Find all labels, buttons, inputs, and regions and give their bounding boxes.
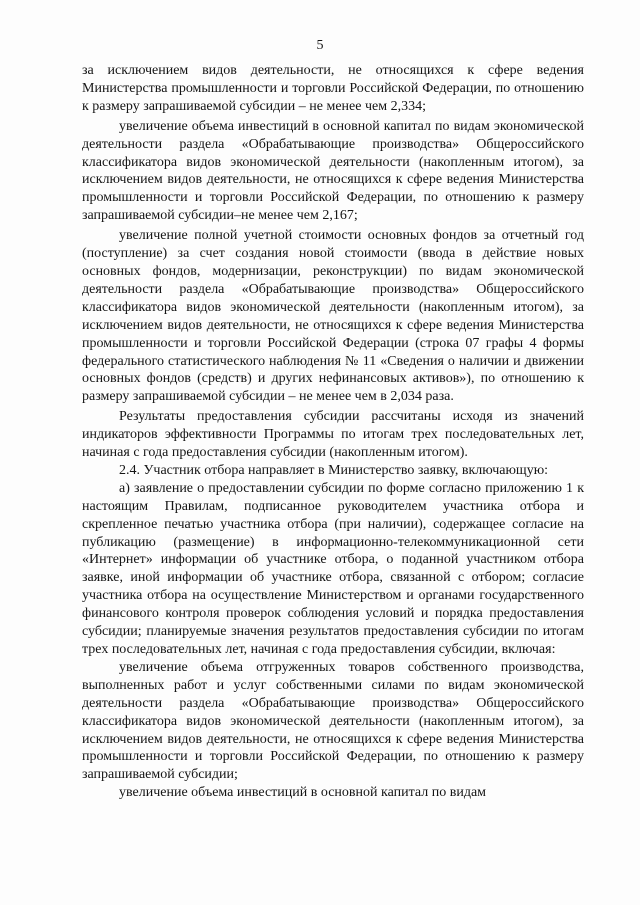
paragraph-3: увеличение полной учетной стоимости основных фондов за отчетный год (поступление) за счет создания новой стоимости (ввода в действие новых основных фондов, модернизации, реконструкции) по видам экономической деятельности раздела «Обрабатывающие производства» Общероссийского классификатора видов экономической деятельности (накопленным итогом), за исключением видов деятельности, не относящихся к сфере ведения Министерства промышленности и торговли Российской Федерации (строка 07 графы 4 формы федерального статистического наблюдения № 11 «Сведения о наличии и движении основных фондов (средств) и других нефинансовых активов»), по отношению к размеру запрашиваемой субсидии – не менее чем в 2,034 раза. (82, 228, 584, 405)
paragraph-6: а) заявление о предоставлении субсидии по форме согласно приложению 1 к настоящим Правилам, подписанное руководителем участника отбора и скрепленное печатью участника отбора (при наличии), содержащее согласие на публикацию (размещение) в информационно-телекоммуникационной сети «Интернет» информации об участнике отбора, о поданной участником отбора заявке, иной информации об участнике отбора, связанной с отбором; согласие участника отбора на осуществление Министерством и органами государственного финансового контроля проверок соблюдения условий и порядка предоставления субсидии; планируемые значения результатов предоставления субсидии по итогам трех последовательных лет, начиная с года предоставления субсидии, включая: (82, 480, 584, 657)
page-number: 5 (316, 38, 324, 53)
paragraph-2: увеличение объема инвестиций в основной капитал по видам экономической деятельности раздела «Обрабатывающие производства» Общероссийского классификатора видов экономической деятельности (накопленным итогом), за исключением видов деятельности, не относящихся к сфере ведения Министерства промышленности и торговли Российской Федерации, по отношению к размеру запрашиваемой субсидии–не менее чем 2,167; (82, 118, 584, 224)
paragraph-4: Результаты предоставления субсидии рассчитаны исходя из значений индикаторов эффективности Программы по итогам трех последовательных лет, начиная с года предоставления субсидии (накопленным итогом). (82, 409, 584, 461)
document-body (82, 62, 584, 802)
paragraph-1: за исключением видов деятельности, не относящихся к сфере ведения Министерства промышленности и торговли Российской Федерации, по отношению к размеру запрашиваемой субсидии – не менее чем 2,334; (82, 63, 584, 114)
paragraph-5: 2.4. Участник отбора направляет в Министерство заявку, включающую: (119, 462, 549, 478)
paragraph-8: увеличение объема инвестиций в основной капитал по видам (119, 785, 487, 801)
paragraph-7: увеличение объема отгруженных товаров собственного производства, выполненных работ и услуг собственными силами по видам экономической деятельности раздела «Обрабатывающие производства» Общероссийского классификатора видов экономической деятельности (накопленным итогом), за исключением видов деятельности, не относящихся к сфере ведения Министерства промышленности и торговли Российской Федерации, по отношению к размеру запрашиваемой субсидии; (82, 659, 584, 783)
